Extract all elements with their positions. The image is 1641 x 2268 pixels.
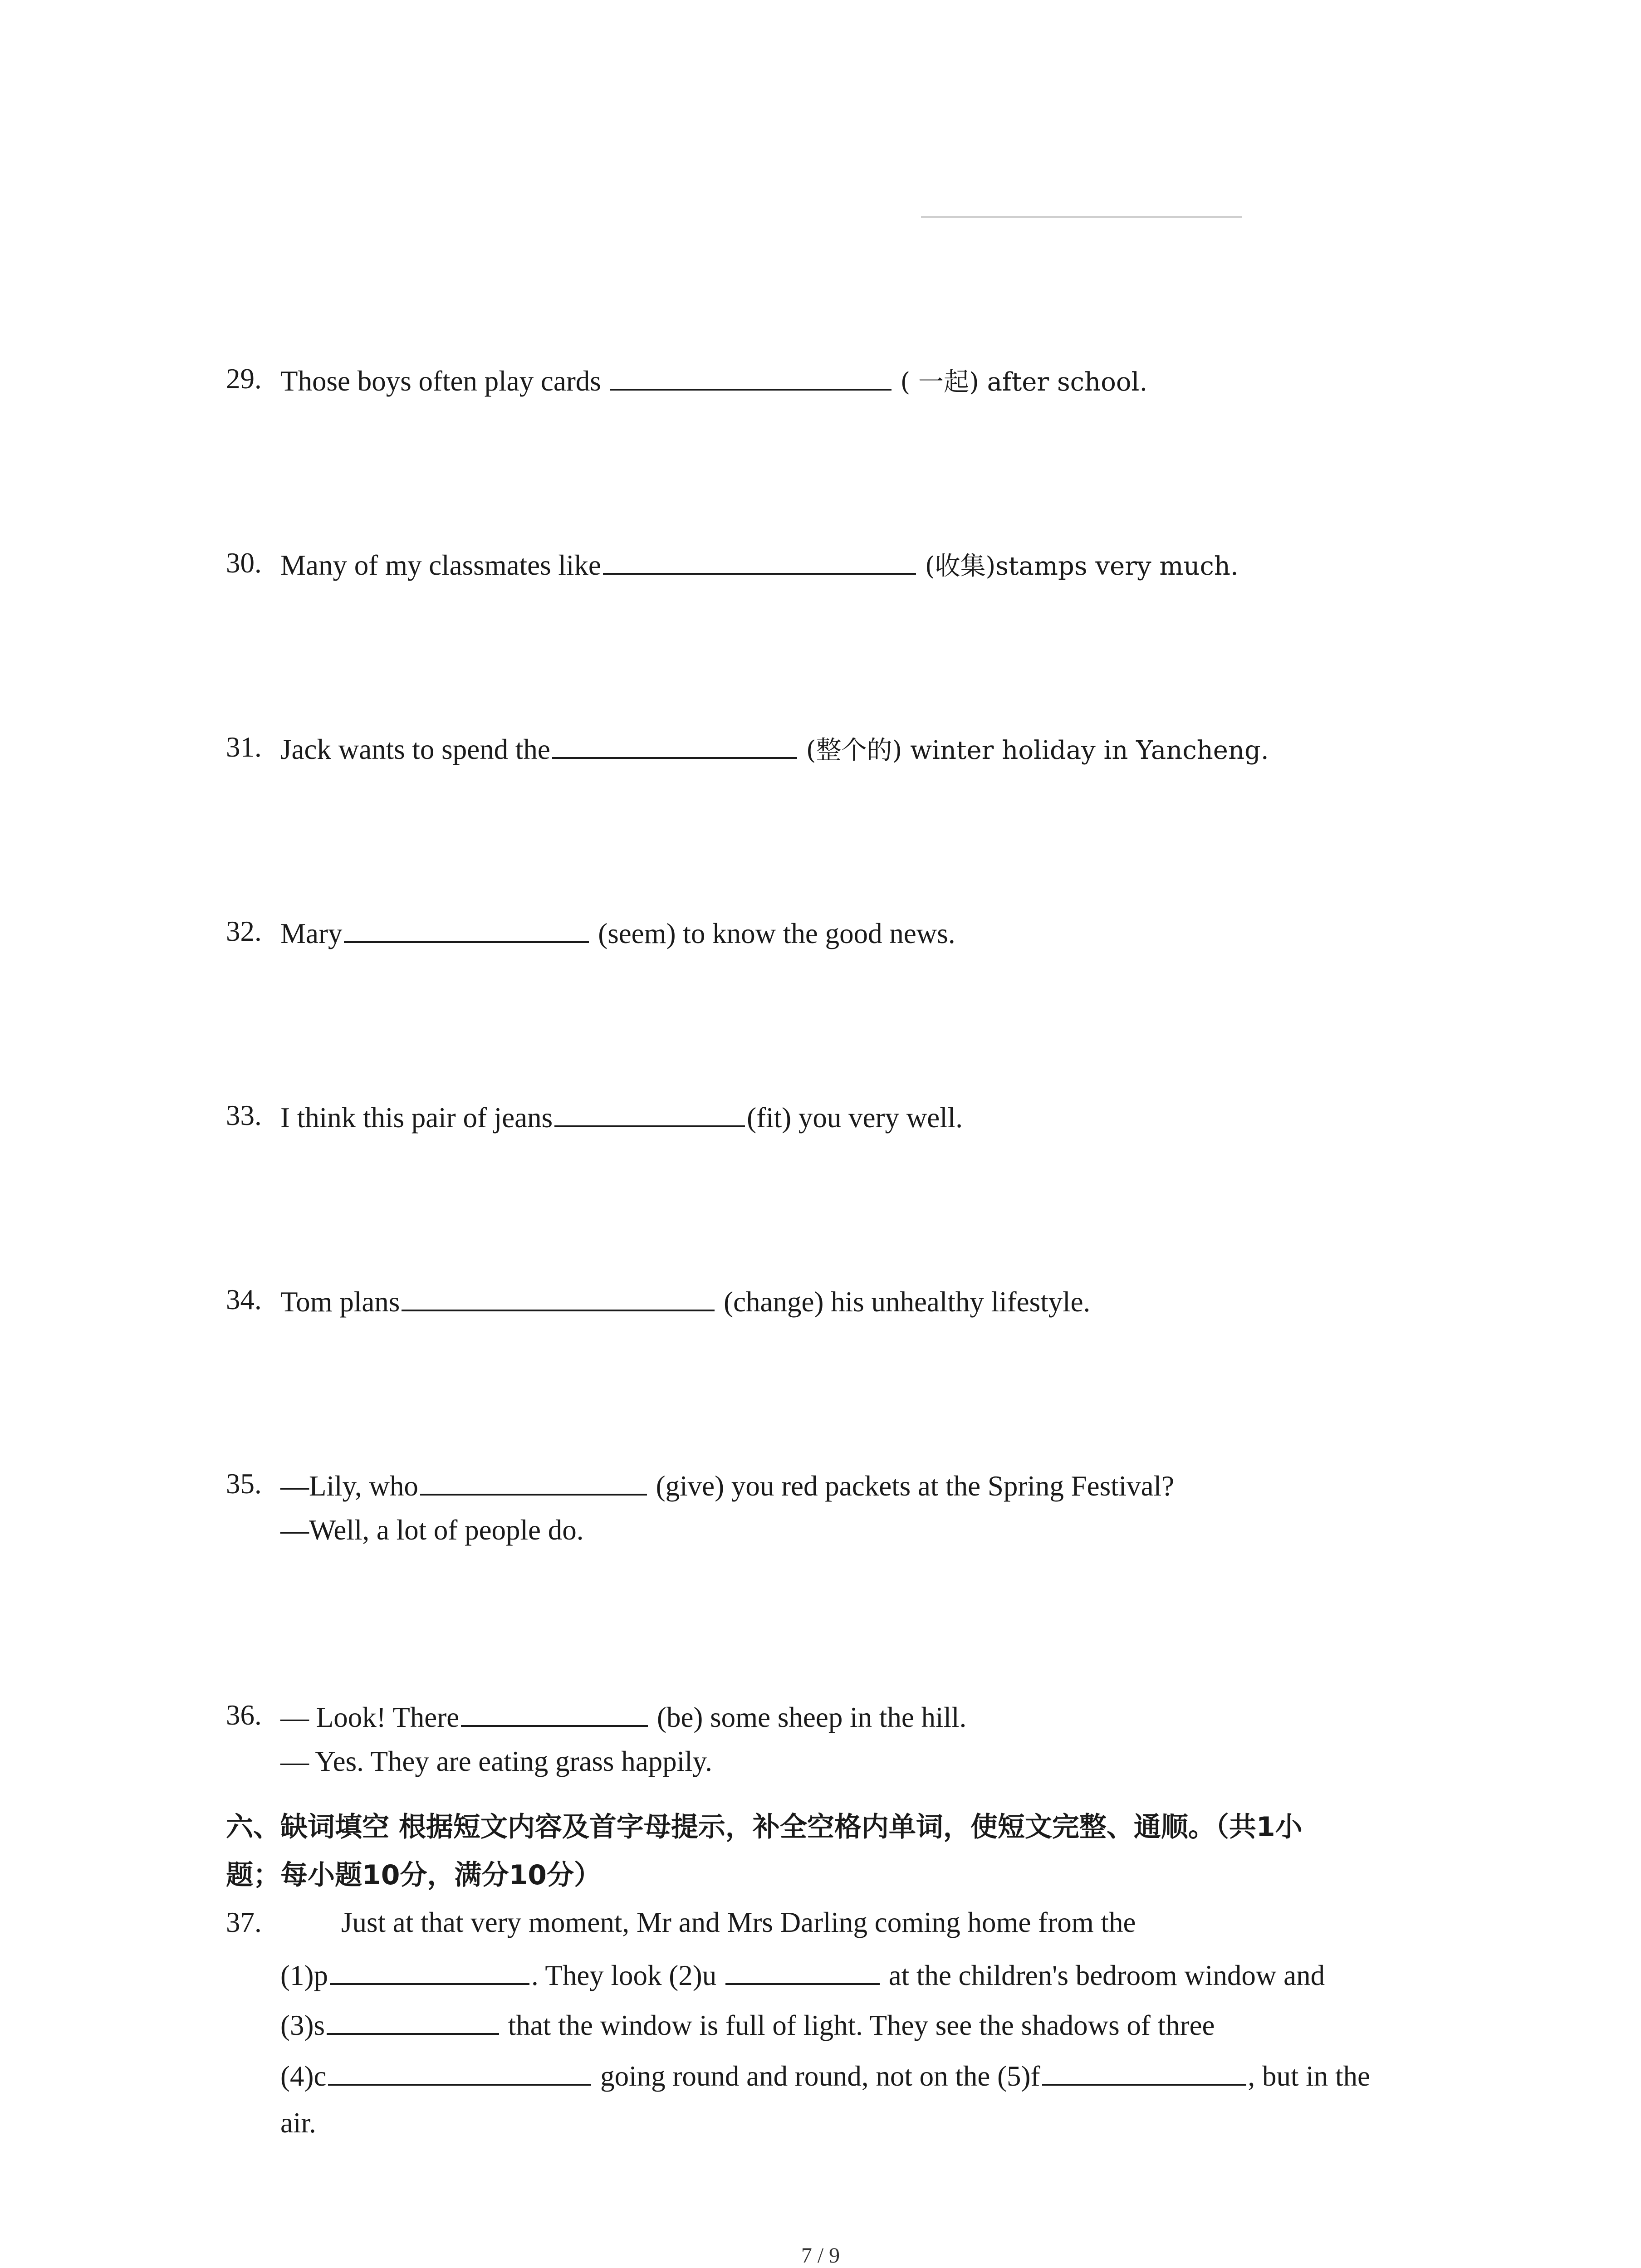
question-number: 32. (226, 915, 262, 947)
question-number: 33. (226, 1100, 262, 1131)
question-number: 34. (226, 1284, 262, 1315)
question-number: 30. (226, 547, 262, 579)
answer-blank[interactable] (344, 913, 589, 943)
passage-line (280, 2005, 1215, 2043)
passage-text: at the children's bedroom window and (888, 1960, 1325, 1991)
passage-line (280, 2056, 1370, 2094)
question-text (280, 361, 1147, 401)
question-text (280, 1097, 963, 1136)
passage-line (280, 1955, 1325, 1994)
passage-text: that the window is full of light. They see the shadows of three (508, 2009, 1215, 2041)
blank-hint: (1)p (280, 1960, 328, 1991)
answer-blank[interactable] (610, 361, 892, 391)
passage-line: Just at that very moment, Mr and Mrs Darling coming home from the (341, 1906, 1136, 1938)
question-suffix: (seem) to know the good news. (598, 918, 955, 949)
blank-hint: (4)c (280, 2060, 327, 2092)
section-heading (226, 1803, 1460, 1899)
header-rule (921, 216, 1242, 218)
passage-text: , but in the (1248, 2060, 1370, 2092)
section-heading-line: 六、缺词填空 根据短文内容及首字母提示，补全空格内单词，使短文完整、通顺。（共1小 (226, 1811, 1303, 1843)
question-prefix: Many of my classmates like (280, 549, 601, 581)
question-text (280, 545, 1239, 585)
question-prefix: — Look! There (280, 1701, 460, 1733)
question-text (280, 1697, 966, 1735)
answer-blank[interactable] (461, 1697, 648, 1727)
question-suffix: (be) some sheep in the hill. (656, 1701, 967, 1733)
answer-blank[interactable] (402, 1281, 715, 1311)
question-number: 31. (226, 731, 262, 763)
question-prefix: Jack wants to spend the (280, 733, 550, 765)
passage-text: going round and round, not on the (5)f (600, 2060, 1040, 2092)
answer-blank[interactable] (554, 1097, 745, 1127)
question-number: 36. (226, 1699, 262, 1731)
question-suffix: ( 一起) after school. (900, 367, 1148, 397)
blank-hint: (3)s (280, 2009, 325, 2041)
passage-line: air. (280, 2107, 316, 2139)
answer-blank[interactable] (552, 729, 797, 759)
answer-blank[interactable] (420, 1466, 647, 1496)
question-text (280, 729, 1269, 769)
question-number: 35. (226, 1468, 262, 1500)
section-heading-line: 题；每小题10分，满分10分） (226, 1859, 601, 1891)
question-text (280, 1281, 1090, 1320)
passage-text: . They look (2)u (531, 1960, 717, 1991)
question-suffix: (give) you red packets at the Spring Festival? (656, 1470, 1175, 1502)
question-suffix: (fit) you very well. (747, 1102, 963, 1134)
question-suffix: (change) his unhealthy lifestyle. (724, 1286, 1091, 1318)
question-response: — Yes. They are eating grass happily. (280, 1745, 712, 1777)
question-prefix: Those boys often play cards (280, 365, 601, 397)
question-prefix: Mary (280, 918, 343, 949)
question-number: 37. (226, 1906, 262, 1938)
question-suffix: (整个的) winter holiday in Yancheng. (806, 736, 1269, 765)
question-prefix: I think this pair of jeans (280, 1102, 553, 1134)
answer-blank-4[interactable] (328, 2056, 591, 2086)
question-text (280, 913, 955, 952)
answer-blank[interactable] (603, 545, 916, 575)
question-suffix: (收集)stamps very much. (925, 552, 1239, 581)
page-number: 7 / 9 (801, 2244, 840, 2268)
question-number: 29. (226, 363, 262, 395)
answer-blank-1[interactable] (330, 1955, 529, 1985)
question-response: —Well, a lot of people do. (280, 1514, 584, 1546)
answer-blank-5[interactable] (1042, 2056, 1246, 2086)
question-prefix: Tom plans (280, 1286, 400, 1318)
question-prefix: —Lily, who (280, 1470, 418, 1502)
question-text (280, 1466, 1174, 1504)
answer-blank-3[interactable] (327, 2005, 499, 2035)
answer-blank-2[interactable] (725, 1955, 880, 1985)
